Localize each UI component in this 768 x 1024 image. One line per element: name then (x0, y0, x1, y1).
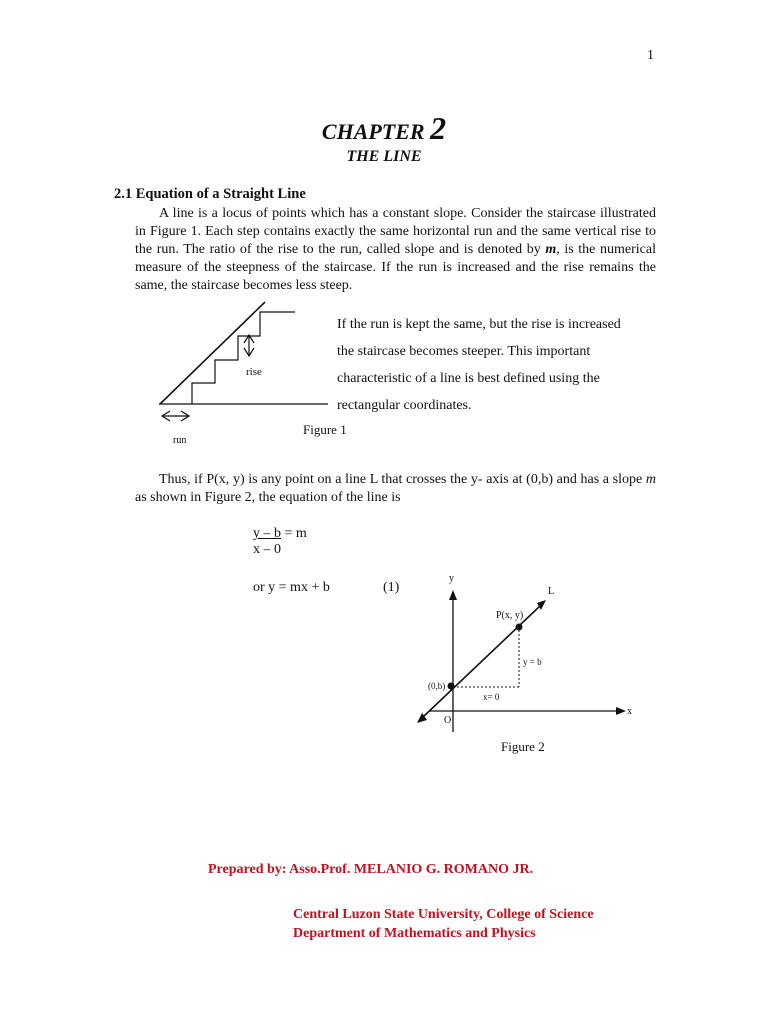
equation-alt-form: or y = mx + b (253, 580, 330, 595)
side-line-4: rectangular coordinates. (337, 398, 472, 413)
paragraph-1-end: , is the numerical measure of the steepness of the staircase. If the run is increased and the rise remains the same, the staircase becomes less steep. (135, 242, 656, 293)
vertical-segment-label: y = b (523, 657, 542, 667)
paragraph-1 (135, 205, 656, 295)
origin-label: O (444, 715, 452, 726)
intercept-label: (0,b) (428, 681, 446, 691)
paragraph-2 (135, 471, 656, 507)
footer-university: Central Luzon State University, College of Science (293, 907, 594, 922)
equation-denominator: x – 0 (253, 542, 281, 557)
equation-equals: = m (284, 526, 307, 541)
figure-2-graph (410, 570, 650, 740)
run-label: run (173, 435, 187, 446)
chapter-number: 2 (430, 110, 447, 146)
footer-prepared-by: Prepared by: Asso.Prof. MELANIO G. ROMANO JR. (208, 862, 534, 877)
figure-2-caption: Figure 2 (501, 739, 545, 754)
horizontal-segment-label: x= 0 (483, 692, 500, 702)
section-heading: 2.1 Equation of a Straight Line (114, 186, 306, 202)
y-axis-label: y (449, 573, 454, 584)
paragraph-2-end: as shown in Figure 2, the equation of the line is (135, 490, 401, 505)
x-axis-label: x (627, 706, 632, 717)
side-line-3: characteristic of a line is best defined using the (337, 371, 600, 386)
slope-symbol-2: m (645, 472, 656, 487)
chapter-title: THE LINE (346, 148, 422, 165)
footer-department: Department of Mathematics and Physics (293, 926, 536, 941)
chapter-word: CHAPTER (321, 119, 425, 144)
slope-symbol: m (545, 242, 557, 257)
equation-fraction (253, 526, 307, 558)
point-label: P(x, y) (496, 610, 524, 621)
side-line-1: If the run is kept the same, but the rise is increased (337, 317, 621, 332)
rise-label: rise (246, 366, 262, 378)
side-text (337, 311, 657, 419)
paragraph-2-text: Thus, if P(x, y) is any point on a line L that crosses the y- axis at (0,b) and has a slope (159, 472, 646, 487)
side-line-2: the staircase becomes steeper. This important (337, 344, 591, 359)
page-number: 1 (647, 48, 654, 63)
equation-number: (1) (383, 580, 400, 595)
line-label: L (548, 586, 555, 597)
chapter-heading (0, 110, 768, 147)
paragraph-1-text: A line is a locus of points which has a constant slope. Consider the staircase illustrated in Figure 1. Each step contains exactly the same horizontal run and the same vertical rise to the run. The ratio of the rise to the run, called slope and is denoted by (135, 206, 656, 257)
equation-numerator: y – b (253, 526, 281, 541)
figure-1-caption: Figure 1 (303, 422, 347, 437)
